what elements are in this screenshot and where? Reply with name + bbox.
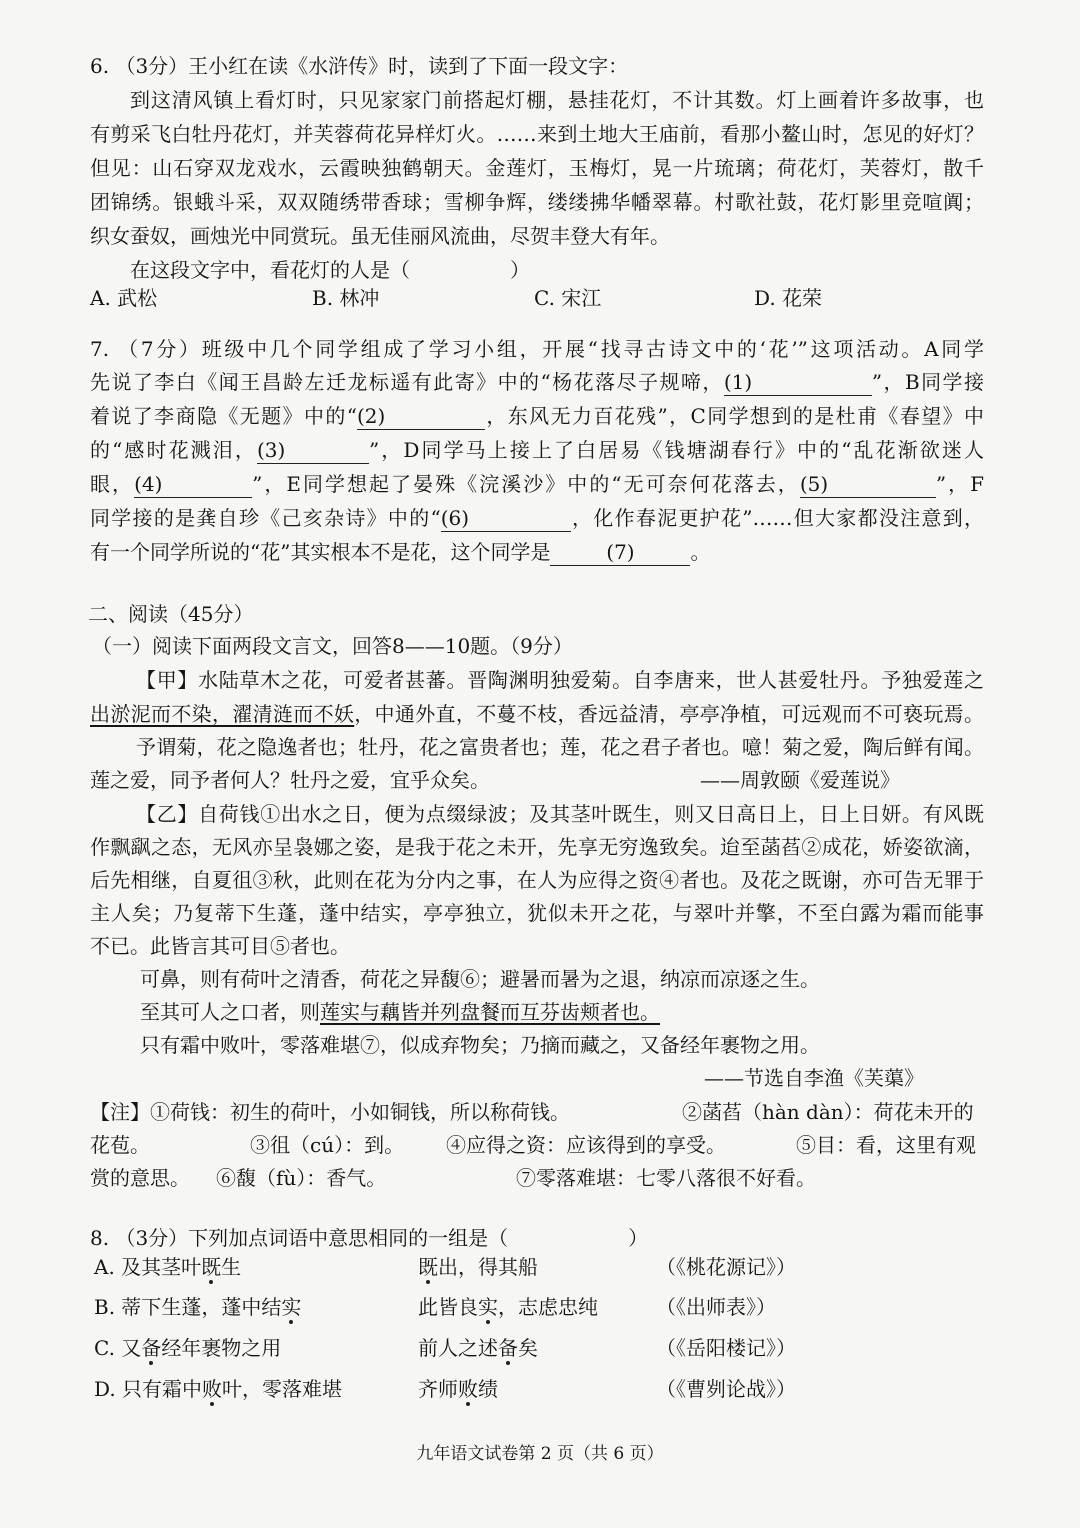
q6-passage-line: 到这清风镇上看灯时，只见家家门前搭起灯棚，悬挂花灯，不计其数。灯上画着许多故事，也 [130, 88, 984, 112]
notes-line: 【注】①荷钱：初生的荷叶，小如铜钱，所以称荷钱。 ②菡萏（hàn dàn）：荷花未开的 [90, 1100, 974, 1124]
q6-question-text: 在这段文字中，看花灯的人是 [130, 258, 390, 282]
passage-yi-line: 后先相继，自夏徂③秋，此则在花为分内之事，在人为应得之资④者也。及花之既谢，亦可告无罪于 [90, 868, 984, 892]
q6-option-c[interactable]: C. 宋江 [534, 286, 602, 310]
passage-jia-source: ——周敦颐《爱莲说》 [700, 768, 900, 792]
passage-jia-line: 予谓菊，花之隐逸者也；牡丹，花之富贵者也；莲，花之君子者也。噫！菊之爱，陶后鲜有闻。 [136, 735, 984, 759]
question-7-line: 着说了李商隐《无题》中的“(2) ，东风无力百花残”，C同学想到的是杜甫《春望》中 [90, 404, 985, 428]
q8-source-d: （《曹刿论战》） [656, 1377, 796, 1401]
passage-jia-line: 出淤泥而不染，濯清涟而不妖，中通外直，不蔓不枝，香远益清，亭亭净植，可远观而不可亵玩焉。 [90, 702, 985, 726]
q7-blank-3[interactable]: (3) [257, 437, 369, 464]
notes-line: 花苞。 ③徂（cú）：到。 ④应得之资：应该得到的享受。 ⑤目：看，这里有观 [90, 1133, 976, 1157]
q6-answer-blank[interactable]: （ ） [390, 258, 530, 282]
q6-option-a[interactable]: A. 武松 [90, 286, 158, 310]
q8-compare-a: 既出，得其船 [418, 1255, 538, 1279]
question-7-line: 眼，(4) ”，E同学想起了晏殊《浣溪沙》中的“无可奈何花落去，(5) ”，F [90, 472, 985, 496]
q8-compare-b: 此皆良实，志虑忠纯 [418, 1295, 598, 1319]
q7-blank-6[interactable]: (6) [441, 505, 571, 532]
notes-line: 赏的意思。 ⑥馥（fù）：香气。 ⑦零落难堪：七零八落很不好看。 [90, 1166, 816, 1190]
q8-compare-d: 齐师败绩 [418, 1377, 498, 1401]
q8-source-a: （《桃花源记》） [656, 1255, 796, 1279]
underlined-sentence: 出淤泥而不染，濯清涟而不妖 [90, 702, 355, 726]
passage-yi-line: 作飘飖之态，无风亦呈袅娜之姿，是我于花之未开，先享无穷逸致矣。迨至菡萏②成花，娇姿欲滴， [90, 835, 984, 859]
question-8-stem: 8. （3分）下列加点词语中意思相同的一组是（ ） [90, 1226, 649, 1250]
q6-passage-line: 有剪采飞白牡丹花灯，并芙蓉荷花异样灯火。……来到土地大王庙前，看那小鳌山时，怎见的好灯？ [90, 122, 984, 146]
question-7-line: 有一个同学所说的“花”其实根本不是花，这个同学是 (7) 。 [90, 540, 711, 564]
q6-option-d[interactable]: D. 花荣 [754, 286, 823, 310]
q8-compare-c: 前人之述备矣 [418, 1336, 538, 1360]
passage-yi-line: 主人矣；乃复蒂下生蓬，蓬中结实，亭亭独立，犹似未开之花，与翠叶并擎，不至白露为霜而能事 [90, 901, 984, 925]
q7-blank-7[interactable]: (7) [550, 539, 690, 566]
subsection-heading: （一）阅读下面两段文言文，回答8——10题。（9分） [92, 634, 573, 658]
q8-option-c[interactable]: C. 又备经年裹物之用 [94, 1336, 282, 1360]
passage-yi-source: ——节选自李渔《芙蕖》 [704, 1066, 924, 1090]
q6-passage-line: 织女蚕奴，画烛光中同赏玩。虽无佳丽风流曲，尽贺丰登大有年。 [90, 224, 670, 248]
question-7-line: 同学接的是龚自珍《己亥杂诗》中的“(6) ，化作春泥更护花”……但大家都没注意到， [90, 506, 984, 530]
q7-blank-4[interactable]: (4) [134, 471, 252, 498]
q7-blank-2[interactable]: (2) [357, 403, 485, 430]
passage-yi-line: 【乙】自荷钱①出水之日，便为点缀绿波；及其茎叶既生，则又日高日上，日上日妍。有风既 [136, 802, 984, 826]
q8-source-c: （《岳阳楼记》） [656, 1336, 796, 1360]
passage-jia-line: 【甲】水陆草木之花，可爱者甚蕃。晋陶渊明独爱菊。自李唐来，世人甚爱牡丹。予独爱莲之 [136, 668, 984, 692]
q6-option-b[interactable]: B. 林冲 [312, 286, 380, 310]
question-7-line: 先说了李白《闻王昌龄左迁龙标遥有此寄》中的“杨花落尽子规啼，(1) ”，B同学接 [90, 370, 984, 394]
q8-option-b[interactable]: B. 蒂下生蓬，蓬中结实 [94, 1295, 302, 1319]
q8-answer-blank[interactable]: （ ） [488, 1226, 649, 1250]
passage-yi-line: 可鼻，则有荷叶之清香，荷花之异馥⑥；避暑而暑为之退，纳凉而凉逐之生。 [140, 967, 820, 991]
section-heading: 二、阅读（45分） [88, 602, 254, 626]
q6-passage-line: 但见：山石穿双龙戏水，云霞映独鹤朝天。金莲灯，玉梅灯，晃一片琉璃；荷花灯，芙蓉灯，散千 [90, 156, 984, 180]
q6-passage-line: 团锦绣。银蛾斗采，双双随绣带香球；雪柳争辉，缕缕拂华幡翠幕。村歌社鼓，花灯影里竞喧阗； [90, 190, 984, 214]
q8-source-b: （《出师表》） [656, 1295, 776, 1319]
q8-option-a[interactable]: A. 及其茎叶既生 [94, 1255, 242, 1279]
passage-yi-line: 不已。此皆言其可目⑤者也。 [90, 934, 350, 958]
q8-option-d[interactable]: D. 只有霜中败叶，零落难堪 [94, 1377, 343, 1401]
question-6-stem: 6. （3分）王小红在读《水浒传》时，读到了下面一段文字： [90, 54, 629, 78]
passage-yi-line: 只有霜中败叶，零落难堪⑦，似成弃物矣；乃摘而藏之，又备经年裹物之用。 [140, 1033, 820, 1057]
page-footer: 九年语文试卷第 2 页（共 6 页） [416, 1444, 664, 1464]
passage-jia-line: 莲之爱，同予者何人？牡丹之爱，宜乎众矣。 [90, 768, 490, 792]
passage-yi-line: 至其可人之口者，则莲实与藕皆并列盘餐而互芬齿颊者也。 [140, 1000, 660, 1024]
q7-blank-5[interactable]: (5) [800, 471, 936, 498]
question-7-line: 7. （7分）班级中几个同学组成了学习小组，开展“找寻古诗文中的‘花’”这项活动。A同学 [90, 337, 984, 361]
underlined-sentence: 莲实与藕皆并列盘餐而互芬齿颊者也。 [320, 1000, 660, 1024]
q7-blank-1[interactable]: (1) [724, 369, 872, 396]
question-7-line: 的“感时花溅泪，(3) ”，D同学马上接上了白居易《钱塘湖春行》中的“乱花渐欲迷人 [90, 438, 985, 462]
